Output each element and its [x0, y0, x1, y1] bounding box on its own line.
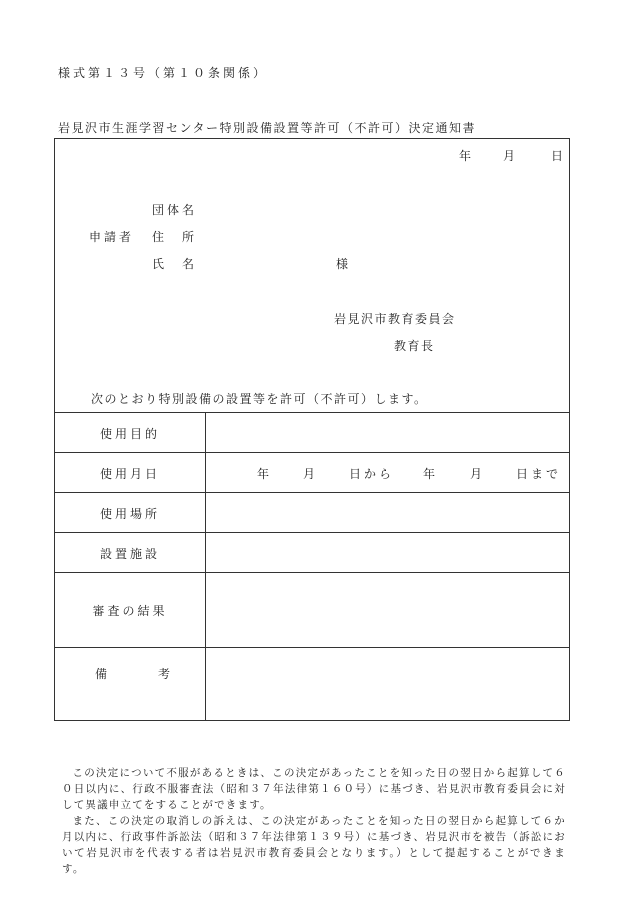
divider — [55, 452, 569, 453]
appeal-note-objection: この決定について不服があるときは、この決定があったことを知った日の翌日から起算して６０日以内に、行政不服審査法（昭和３７年法律第１６０号）に基づき、岩見沢市教育委員会に対して異議申立てをすることができます。 — [62, 767, 566, 811]
divider — [55, 647, 569, 648]
period-from-year: 年 — [257, 467, 270, 481]
form-number: 様式第１３号（第１０条関係） — [58, 66, 269, 80]
permission-statement: 次のとおり特別設備の設置等を許可（不許可）します。 — [91, 392, 428, 406]
place-label: 使用場所 — [99, 507, 160, 521]
name-label: 氏 名 — [152, 257, 198, 271]
form-table — [54, 138, 570, 721]
appeal-notes — [62, 765, 566, 877]
issuer-organization: 岩見沢市教育委員会 — [334, 312, 456, 326]
period-from-day: 日から — [349, 467, 395, 481]
facility-label: 設置施設 — [99, 547, 160, 561]
period-from-month: 月 — [303, 467, 316, 481]
appeal-note-lawsuit: また、この決定の取消しの訴えは、この決定があったことを知った日の翌日から起算して６か月以内に、行政事件訴訟法（昭和３７年法律第１３９号）に基づき、岩見沢市を被告（訴訟において岩見沢市を代表する者は岩見沢市教育委員会となります。）として提起することができます。 — [62, 815, 566, 875]
honorific: 様 — [336, 257, 349, 271]
address-label: 住 所 — [152, 230, 198, 244]
column-divider — [205, 412, 206, 720]
divider — [55, 412, 569, 413]
purpose-label: 使用目的 — [99, 427, 160, 441]
date-year: 年 — [459, 149, 472, 163]
divider — [55, 492, 569, 493]
document-title: 岩見沢市生涯学習センター特別設備設置等許可（不許可）決定通知書 — [58, 121, 477, 135]
applicant-label: 申請者 — [89, 230, 135, 244]
divider — [55, 572, 569, 573]
period-to-month: 月 — [470, 467, 483, 481]
date-month: 月 — [503, 149, 516, 163]
review-result-label: 審査の結果 — [92, 604, 168, 618]
period-label: 使用月日 — [99, 467, 160, 481]
divider — [55, 532, 569, 533]
remarks-label-1: 備 — [95, 667, 108, 681]
date-day: 日 — [551, 149, 564, 163]
group-name-label: 団体名 — [152, 203, 198, 217]
remarks-label-2: 考 — [158, 667, 171, 681]
period-to-day: 日まで — [516, 467, 562, 481]
issuer-title: 教育長 — [394, 339, 435, 353]
period-to-year: 年 — [423, 467, 436, 481]
